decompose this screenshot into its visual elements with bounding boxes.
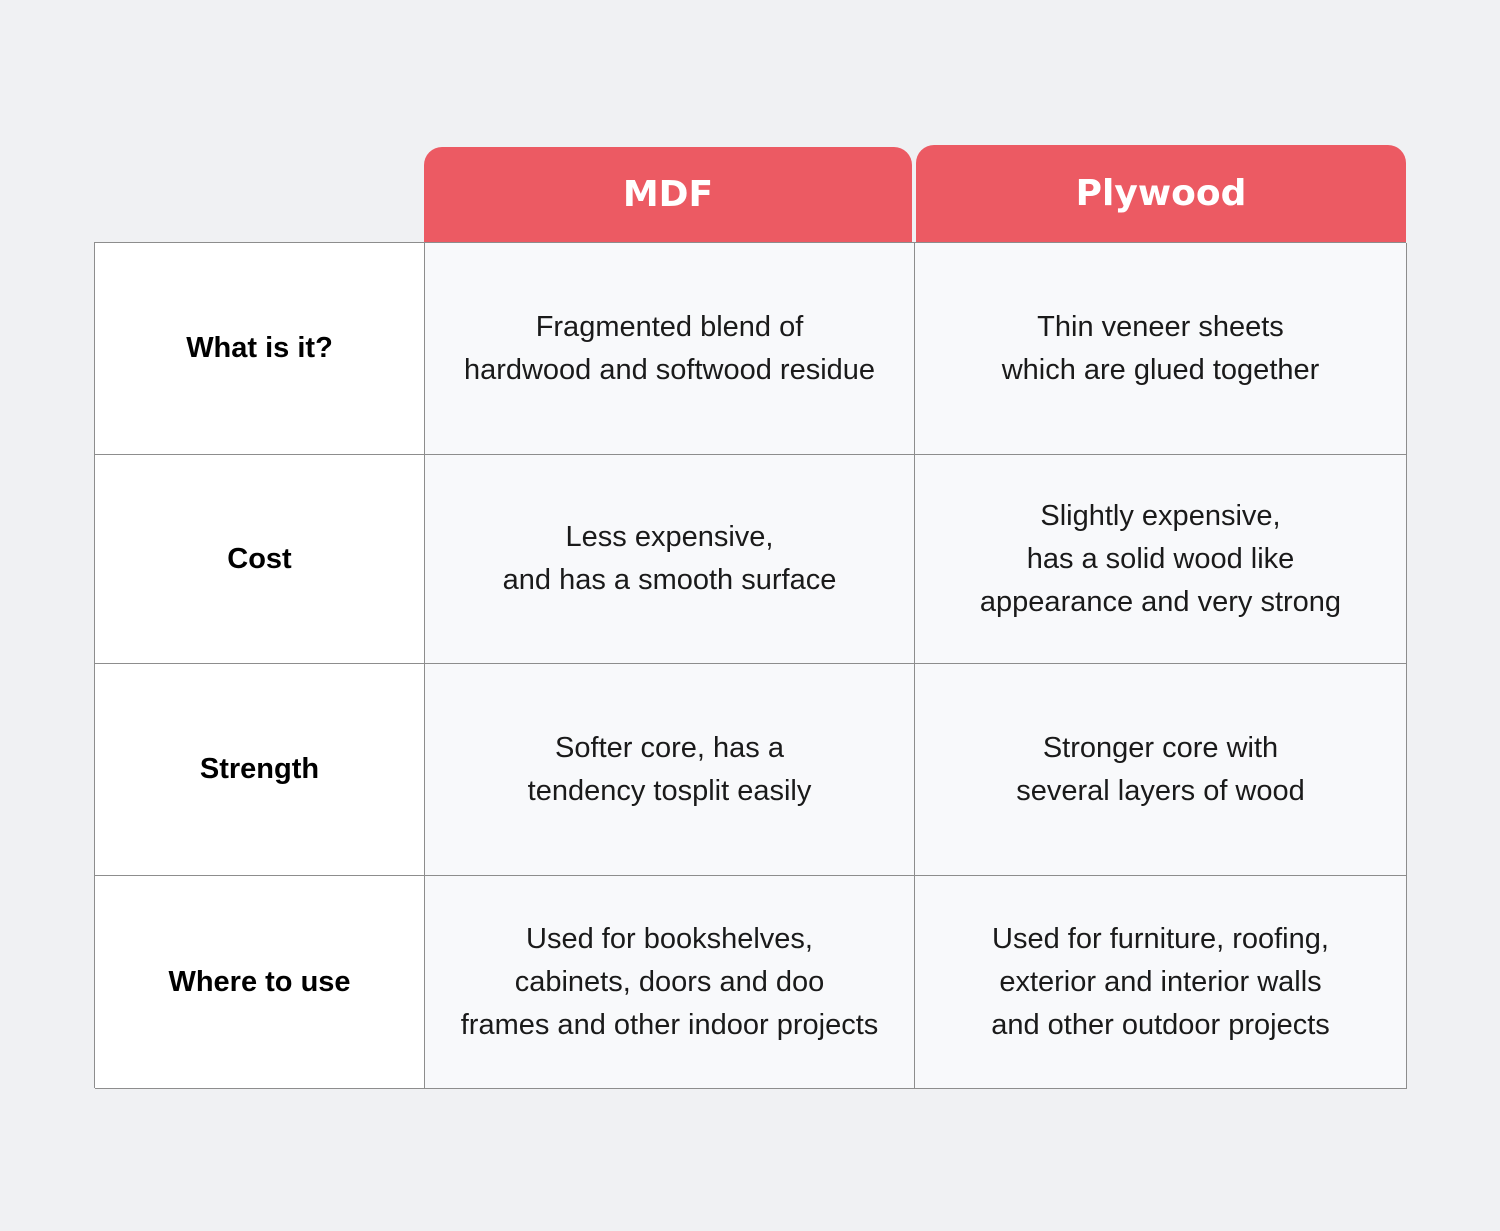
row-label-cost [95,455,425,664]
row-label-strength [95,664,425,876]
comparison-table [94,242,1406,1088]
column-header-plywood-label: Plywood [1075,173,1247,214]
cell-text: Used for bookshelves, cabinets, doors and doo frames and other indoor projects [460,922,879,1041]
row-label-text: What is it? [186,332,333,364]
cell-plywood-strength [915,664,1407,876]
cell-text: Fragmented blend of hardwood and softwood residue [463,310,876,386]
cell-text: Used for furniture, roofing, exterior and interior walls and other outdoor projects [991,922,1330,1041]
cell-plywood-cost [915,455,1407,664]
cell-text: Less expensive, and has a smooth surface [502,521,837,596]
row-label-text: Cost [227,542,292,575]
row-label-text: Strength [199,753,320,785]
row-label-where-to-use [95,876,425,1089]
cell-text: Softer core, has a tendency tosplit easily [527,731,812,807]
cell-plywood-where-to-use [915,876,1407,1089]
column-header-mdf-label: MDF [622,174,714,215]
cell-text: Slightly expensive, has a solid wood like appearance and very strong [979,499,1342,618]
cell-text: Stronger core with several layers of wood [1016,731,1305,807]
cell-mdf-what-is-it [425,243,915,455]
column-header-mdf [424,147,912,242]
cell-plywood-what-is-it [915,243,1407,455]
row-label-what-is-it [95,243,425,455]
column-header-plywood [916,145,1406,242]
cell-mdf-strength [425,664,915,876]
cell-mdf-cost [425,455,915,664]
cell-text: Thin veneer sheets which are glued together [1001,310,1320,386]
row-label-text: Where to use [168,965,351,998]
cell-mdf-where-to-use [425,876,915,1089]
